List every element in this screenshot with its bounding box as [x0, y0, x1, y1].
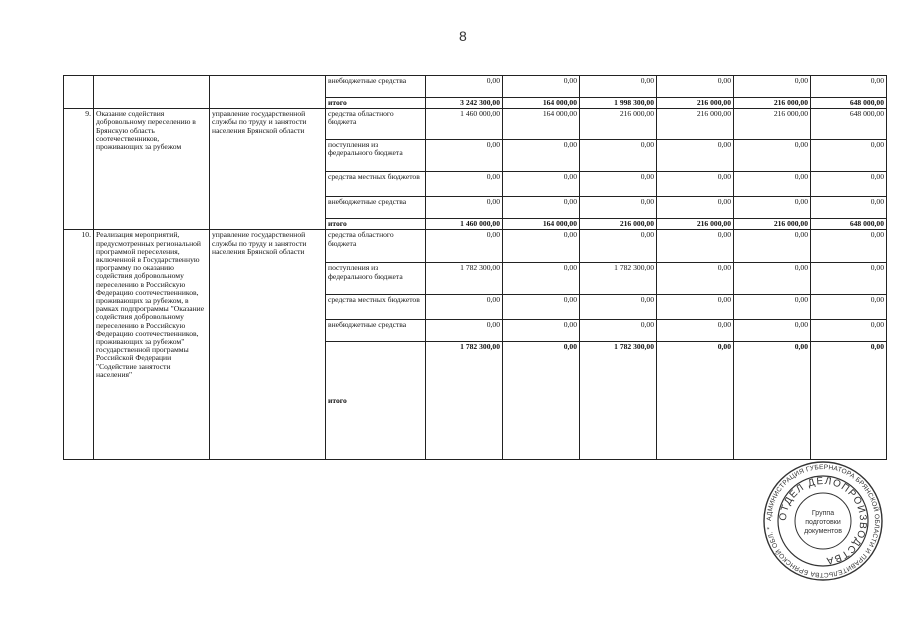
amount-cell: 0,00	[657, 230, 734, 263]
amount-cell: 0,00	[657, 172, 734, 197]
amount-cell: 0,00	[580, 320, 657, 342]
amount-cell: 216 000,00	[734, 219, 811, 230]
amount-cell: 0,00	[580, 230, 657, 263]
amount-cell: 216 000,00	[580, 219, 657, 230]
amount-cell: 0,00	[503, 342, 580, 460]
amount-cell: 216 000,00	[657, 219, 734, 230]
amount-cell: 1 782 300,00	[580, 263, 657, 295]
amount-cell: 0,00	[657, 320, 734, 342]
amount-cell: 0,00	[734, 197, 811, 219]
item-name-cell: Реализация мероприятий, предусмотренных региональной программой переселения, включенной в Государственную программу по оказанию содействия добровольному переселению в Российскую Федерацию соотечественников, проживающих за рубежом, в рамках подпрограммы "Оказание содействия добровольному переселению в Российскую Федерацию соотечественников, проживающих за рубежом" государственной программы Российской Федерации "Содействие занятости населения"	[94, 230, 210, 460]
amount-cell: 0,00	[426, 230, 503, 263]
amount-cell: 0,00	[580, 295, 657, 320]
amount-cell: 0,00	[503, 140, 580, 172]
amount-cell: 1 998 300,00	[580, 98, 657, 109]
amount-cell: 0,00	[811, 76, 887, 98]
amount-cell: 648 000,00	[811, 219, 887, 230]
amount-cell: 1 782 300,00	[426, 342, 503, 460]
amount-cell: 0,00	[426, 172, 503, 197]
item-number-cell: 10.	[64, 230, 94, 460]
amount-cell: 0,00	[811, 342, 887, 460]
amount-cell: 0,00	[734, 76, 811, 98]
amount-cell: 0,00	[734, 230, 811, 263]
amount-cell: 1 782 300,00	[580, 342, 657, 460]
amount-cell: 0,00	[811, 140, 887, 172]
page-number: 8	[459, 28, 467, 44]
funding-source-cell: внебюджетные средства	[326, 320, 426, 342]
amount-cell: 0,00	[811, 320, 887, 342]
amount-cell: 0,00	[580, 172, 657, 197]
item-number-cell: 9.	[64, 109, 94, 230]
table-row	[64, 76, 887, 98]
seal-outer-text: АДМИНИСТРАЦИЯ ГУБЕРНАТОРА БРЯНСКОЙ ОБЛАСТИ И ПРАВИТЕЛЬСТВА БРЯНСКОЙ ОБЛ. *	[765, 463, 881, 579]
funding-source-cell: итого	[326, 98, 426, 109]
seal-center-text: документов	[804, 528, 842, 535]
amount-cell: 648 000,00	[811, 109, 887, 140]
table-row	[64, 230, 887, 263]
amount-cell: 0,00	[426, 295, 503, 320]
amount-cell: 0,00	[734, 320, 811, 342]
seal-center-text: Группа	[811, 510, 835, 517]
amount-cell: 0,00	[811, 197, 887, 219]
amount-cell: 216 000,00	[580, 109, 657, 140]
executor-cell	[210, 76, 326, 109]
amount-cell: 0,00	[811, 172, 887, 197]
amount-cell: 0,00	[734, 140, 811, 172]
amount-cell: 0,00	[426, 140, 503, 172]
amount-cell: 0,00	[657, 295, 734, 320]
funding-source-cell: внебюджетные средства	[326, 76, 426, 98]
amount-cell: 0,00	[734, 263, 811, 295]
amount-cell: 0,00	[580, 76, 657, 98]
amount-cell: 0,00	[503, 172, 580, 197]
amount-cell: 0,00	[734, 295, 811, 320]
funding-source-cell: поступления из федерального бюджета	[326, 140, 426, 172]
amount-cell: 3 242 300,00	[426, 98, 503, 109]
funding-source-cell: средства областного бюджета	[326, 230, 426, 263]
official-seal	[762, 460, 884, 582]
amount-cell: 0,00	[657, 342, 734, 460]
amount-cell: 0,00	[503, 295, 580, 320]
item-name-cell: Оказание содействия добровольному переселению в Брянскую область соотечественников, проживающих за рубежом	[94, 109, 210, 230]
amount-cell: 164 000,00	[503, 98, 580, 109]
funding-source-cell: внебюджетные средства	[326, 197, 426, 219]
executor-cell: управление государственной службы по труду и занятости населения Брянской области	[210, 109, 326, 230]
seal-inner-text: ОТДЕЛ ДЕЛОПРОИЗВОДСТВА	[777, 475, 869, 567]
amount-cell: 0,00	[657, 76, 734, 98]
amount-cell: 0,00	[734, 342, 811, 460]
amount-cell: 0,00	[503, 230, 580, 263]
funding-source-cell: средства местных бюджетов	[326, 172, 426, 197]
funding-source-cell: поступления из федерального бюджета	[326, 263, 426, 295]
funding-source-cell: итого	[326, 219, 426, 230]
amount-cell: 0,00	[734, 172, 811, 197]
amount-cell: 0,00	[657, 263, 734, 295]
item-number-cell	[64, 76, 94, 109]
amount-cell: 0,00	[811, 263, 887, 295]
amount-cell: 216 000,00	[657, 98, 734, 109]
amount-cell: 648 000,00	[811, 98, 887, 109]
amount-cell: 216 000,00	[734, 98, 811, 109]
amount-cell: 216 000,00	[734, 109, 811, 140]
amount-cell: 0,00	[657, 197, 734, 219]
amount-cell: 0,00	[503, 320, 580, 342]
executor-cell: управление государственной службы по труду и занятости населения Брянской области	[210, 230, 326, 460]
budget-table	[63, 75, 887, 460]
amount-cell: 164 000,00	[503, 219, 580, 230]
amount-cell: 0,00	[580, 140, 657, 172]
item-name-cell	[94, 76, 210, 109]
amount-cell: 0,00	[503, 76, 580, 98]
amount-cell: 1 782 300,00	[426, 263, 503, 295]
amount-cell: 0,00	[426, 320, 503, 342]
amount-cell: 164 000,00	[503, 109, 580, 140]
amount-cell: 0,00	[503, 197, 580, 219]
amount-cell: 0,00	[426, 197, 503, 219]
amount-cell: 0,00	[426, 76, 503, 98]
funding-source-cell: средства местных бюджетов	[326, 295, 426, 320]
funding-source-cell: средства областного бюджета	[326, 109, 426, 140]
amount-cell: 1 460 000,00	[426, 109, 503, 140]
amount-cell: 1 460 000,00	[426, 219, 503, 230]
seal-center-text: подготовки	[805, 519, 841, 526]
funding-source-cell: итого	[326, 342, 426, 460]
table-row	[64, 109, 887, 140]
amount-cell: 0,00	[811, 295, 887, 320]
amount-cell: 0,00	[503, 263, 580, 295]
amount-cell: 0,00	[657, 140, 734, 172]
amount-cell: 0,00	[580, 197, 657, 219]
amount-cell: 0,00	[811, 230, 887, 263]
amount-cell: 216 000,00	[657, 109, 734, 140]
